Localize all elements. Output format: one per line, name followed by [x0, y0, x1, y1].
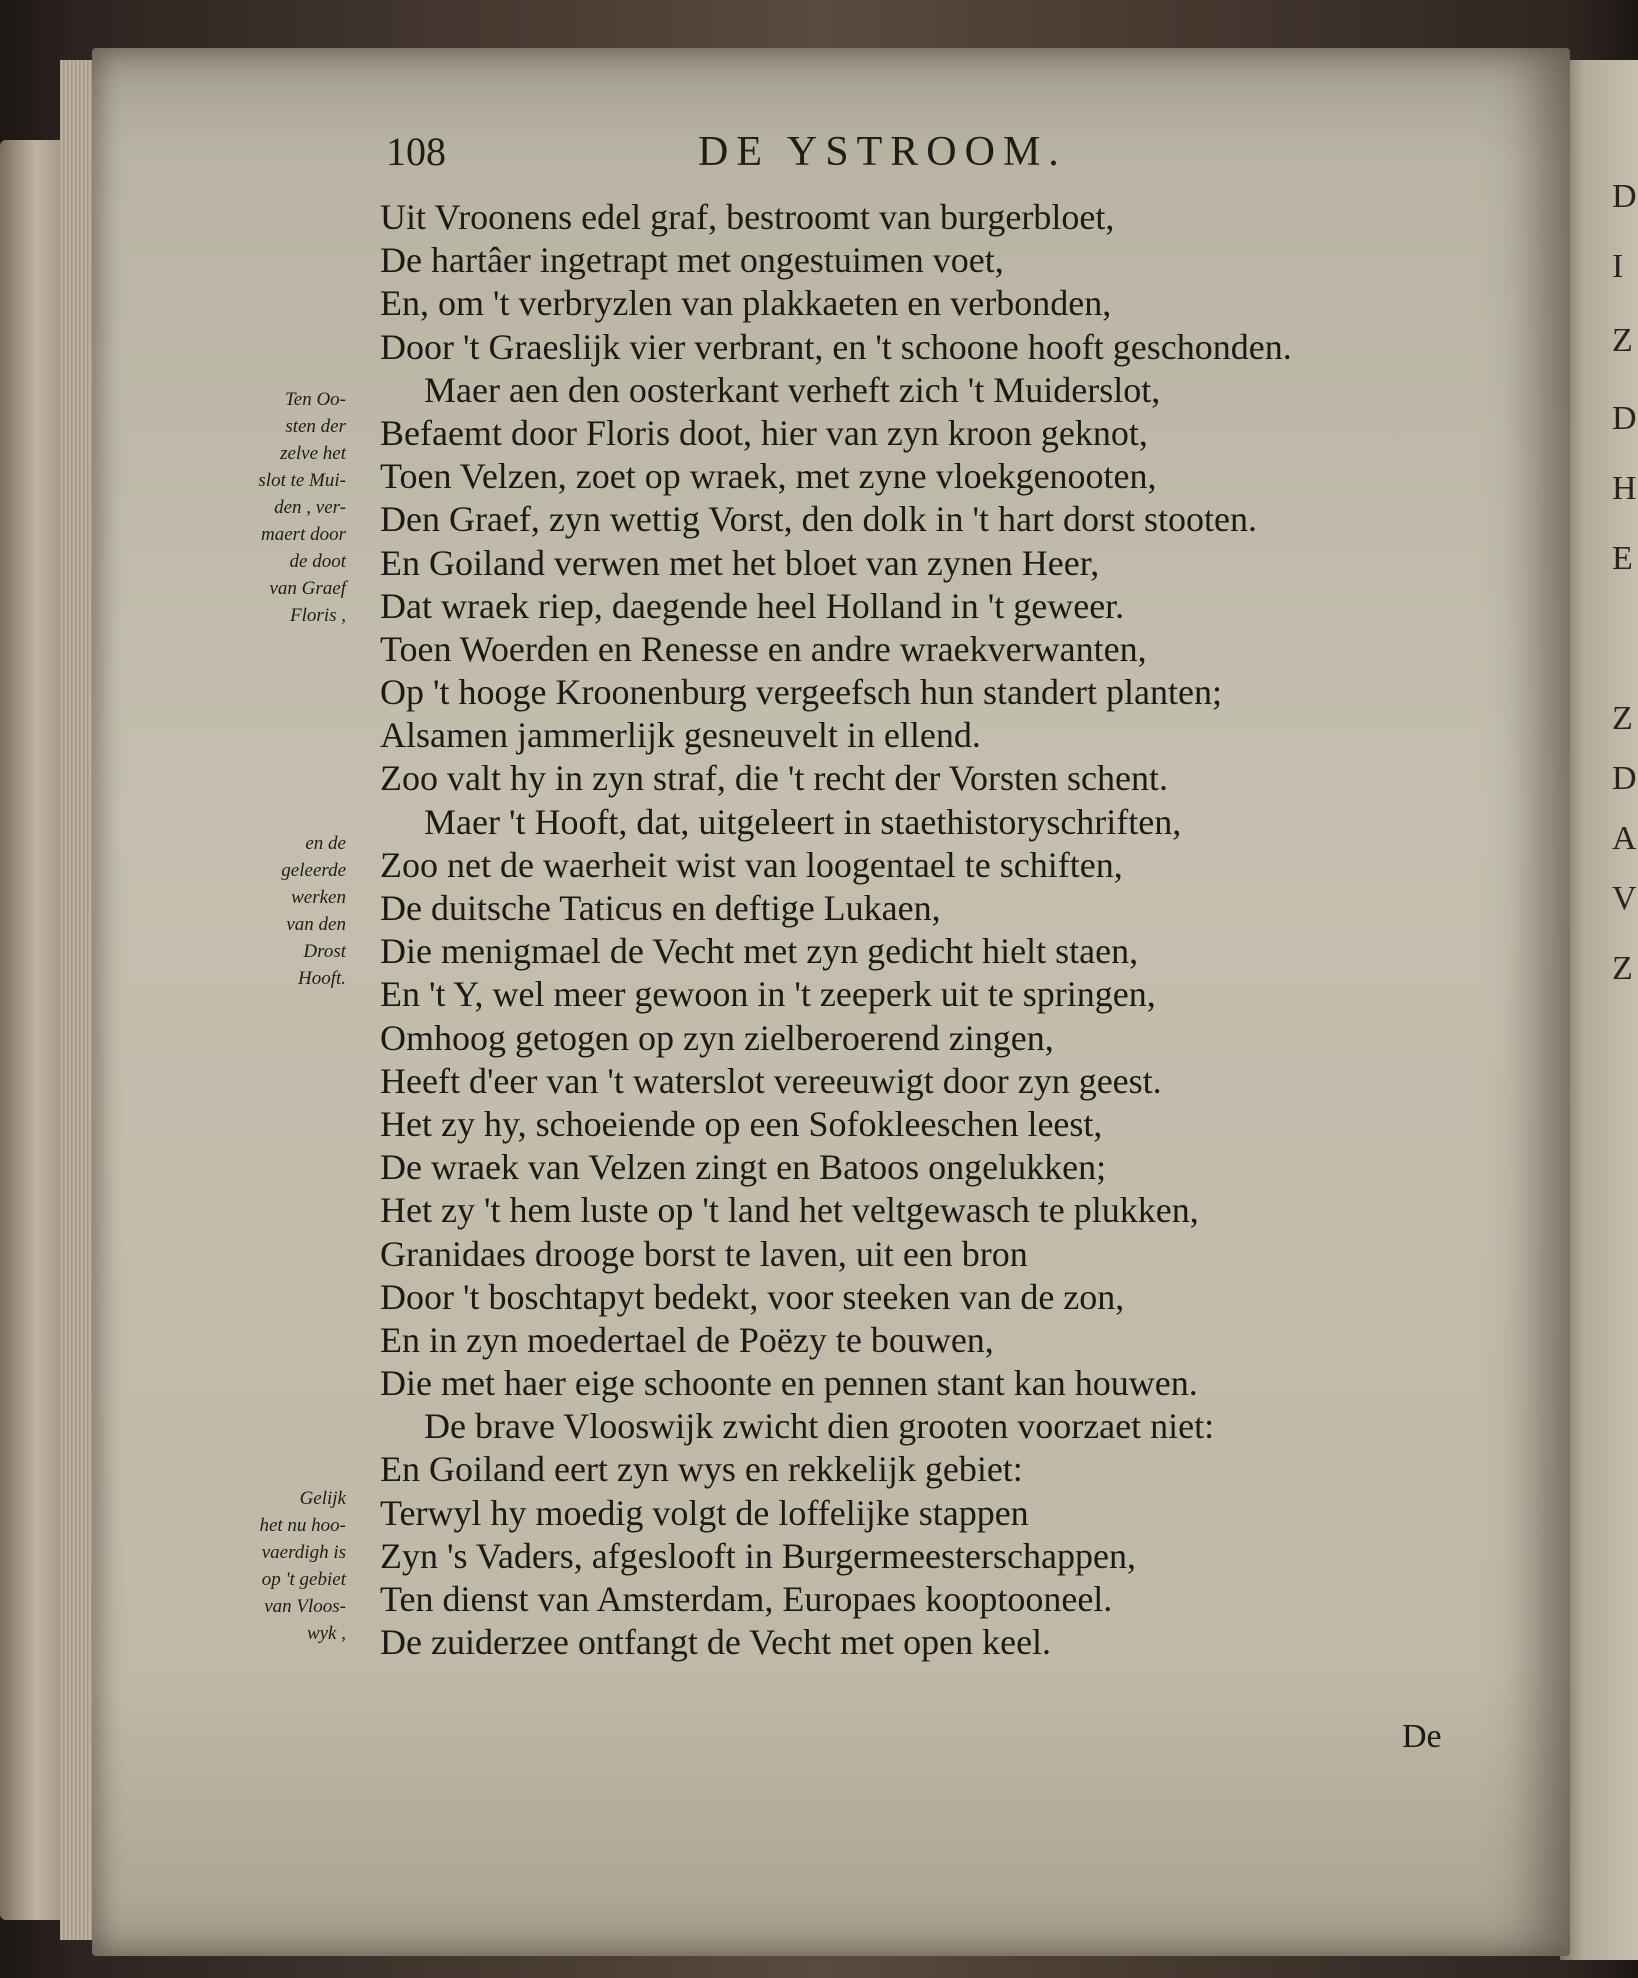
side-note-line: den , ver-: [274, 497, 346, 518]
side-note-line: de doot: [289, 551, 346, 572]
side-note-line: en de: [305, 833, 346, 854]
verse-line: Omhoog getogen op zyn zielberoerend zingen,: [380, 1017, 1054, 1058]
side-note-line: op 't gebiet: [261, 1569, 346, 1590]
verse-line: De zuiderzee ontfangt de Vecht met open keel.: [380, 1622, 1052, 1663]
verse-line: Zyn 's Vaders, afgeslooft in Burgermeesterschappen,: [380, 1535, 1136, 1576]
catchword: De: [1402, 1718, 1442, 1755]
facing-page-letter: D: [1612, 760, 1637, 797]
verse-line: En 't Y, wel meer gewoon in 't zeeperk uit te springen,: [380, 974, 1156, 1015]
verse-line: Zoo net de waerheit wist van loogentael te schiften,: [380, 844, 1123, 885]
facing-page-letter: Z: [1612, 322, 1633, 359]
facing-page-letter: V: [1612, 880, 1637, 917]
verse-line: Befaemt door Floris doot, hier van zyn kroon geknot,: [380, 412, 1148, 453]
side-note-line: van den: [286, 914, 346, 935]
facing-page-letter: D: [1612, 400, 1637, 437]
page-number: 108: [386, 129, 446, 174]
side-note-line: Floris ,: [290, 605, 346, 626]
side-note-line: geleerde: [281, 860, 346, 881]
side-note-line: Gelijk: [299, 1488, 346, 1509]
verse-line: Door 't boschtapyt bedekt, voor steeken van de zon,: [380, 1276, 1125, 1317]
running-title: DE YSTROOM.: [698, 129, 1067, 175]
facing-page-letter: Z: [1612, 950, 1633, 987]
verse-line: De hartâer ingetrapt met ongestuimen voet,: [380, 240, 1004, 281]
verse-line: De wraek van Velzen zingt en Batoos ongelukken;: [380, 1147, 1107, 1188]
verse-line: Die menigmael de Vecht met zyn gedicht hielt staen,: [380, 931, 1139, 972]
facing-page-letter: A: [1612, 820, 1637, 857]
side-note-line: wyk ,: [306, 1623, 346, 1644]
verse-line: Den Graef, zyn wettig Vorst, den dolk in 't hart dorst stooten.: [380, 499, 1258, 540]
verse-line: En Goiland verwen met het bloet van zynen Heer,: [380, 542, 1100, 583]
side-note-line: van Graef: [269, 578, 346, 599]
verse-line: Door 't Graeslijk vier verbrant, en 't schoone hooft geschonden.: [380, 326, 1292, 367]
verse-line: Ten dienst van Amsterdam, Europaes kooptooneel.: [380, 1579, 1113, 1619]
verse-line: En, om 't verbryzlen van plakkaeten en verbonden,: [380, 283, 1112, 324]
facing-page-letter: E: [1612, 540, 1633, 577]
verse-line: Die met haer eige schoonte en pennen stant kan houwen.: [380, 1363, 1198, 1404]
side-note-line: maert door: [261, 524, 346, 545]
verse-line: Toen Woerden en Renesse en andre wraekverwanten,: [380, 628, 1147, 669]
side-note-line: Ten Oo-: [284, 389, 346, 410]
verse-line: Granidaes drooge borst te laven, uit een bron: [380, 1233, 1028, 1274]
verse-line: De brave Vlooswijk zwicht dien grooten voorzaet niet:: [424, 1406, 1215, 1447]
facing-page-letter: Z: [1612, 700, 1633, 737]
verse-line: Maer 't Hooft, dat, uitgeleert in staethistoryschriften,: [424, 801, 1182, 842]
page-header: [386, 128, 1206, 188]
verse-line: En Goiland eert zyn wys en rekkelijk gebiet:: [380, 1449, 1023, 1490]
facing-page-letter: H: [1612, 470, 1637, 507]
facing-page-letter: I: [1612, 248, 1624, 285]
verse-line: Alsamen jammerlijk gesneuvelt in ellend.: [380, 715, 981, 756]
side-note-line: werken: [291, 887, 346, 908]
verse-line: Uit Vroonens edel graf, bestroomt van burgerbloet,: [380, 197, 1115, 237]
verse-line: En in zyn moedertael de Poëzy te bouwen,: [380, 1319, 994, 1360]
verse-line: Heeft d'eer van 't waterslot vereeuwigt door zyn geest.: [380, 1060, 1162, 1101]
verse-line: Toen Velzen, zoet op wraek, met zyne vloekgenooten,: [380, 456, 1157, 497]
verse-line: Zoo valt hy in zyn straf, die 't recht der Vorsten schent.: [380, 758, 1168, 799]
side-note-line: zelve het: [280, 443, 346, 464]
side-note-line: slot te Mui-: [258, 470, 346, 491]
verse-line: Terwyl hy moedig volgt de loffelijke stappen: [380, 1492, 1029, 1533]
side-note-muiderslot: [236, 386, 346, 629]
side-note-hooft: [236, 830, 346, 992]
verse-line: Het zy 't hem luste op 't land het veltgewasch te plukken,: [380, 1190, 1199, 1231]
side-note-line: van Vloos-: [264, 1596, 346, 1617]
facing-page-letter: D: [1612, 178, 1637, 215]
verse-line: Dat wraek riep, daegende heel Holland in 't geweer.: [380, 585, 1125, 626]
verse-line: De duitsche Taticus en deftige Lukaen,: [380, 888, 941, 928]
side-note-line: sten der: [285, 416, 346, 437]
side-note-line: Drost: [303, 941, 346, 962]
verse-block: [380, 196, 1490, 1664]
side-note-line: vaerdigh is: [261, 1542, 346, 1563]
verse-line: Op 't hooge Kroonenburg vergeefsch hun standert planten;: [380, 672, 1222, 713]
side-note-line: het nu hoo-: [259, 1515, 346, 1536]
verse-line: Maer aen den oosterkant verheft zich 't Muiderslot,: [424, 369, 1161, 410]
side-note-vlooswijk: [236, 1485, 346, 1647]
side-note-line: Hooft.: [297, 968, 346, 989]
verse-line: Het zy hy, schoeiende op een Sofokleeschen leest,: [380, 1103, 1103, 1144]
